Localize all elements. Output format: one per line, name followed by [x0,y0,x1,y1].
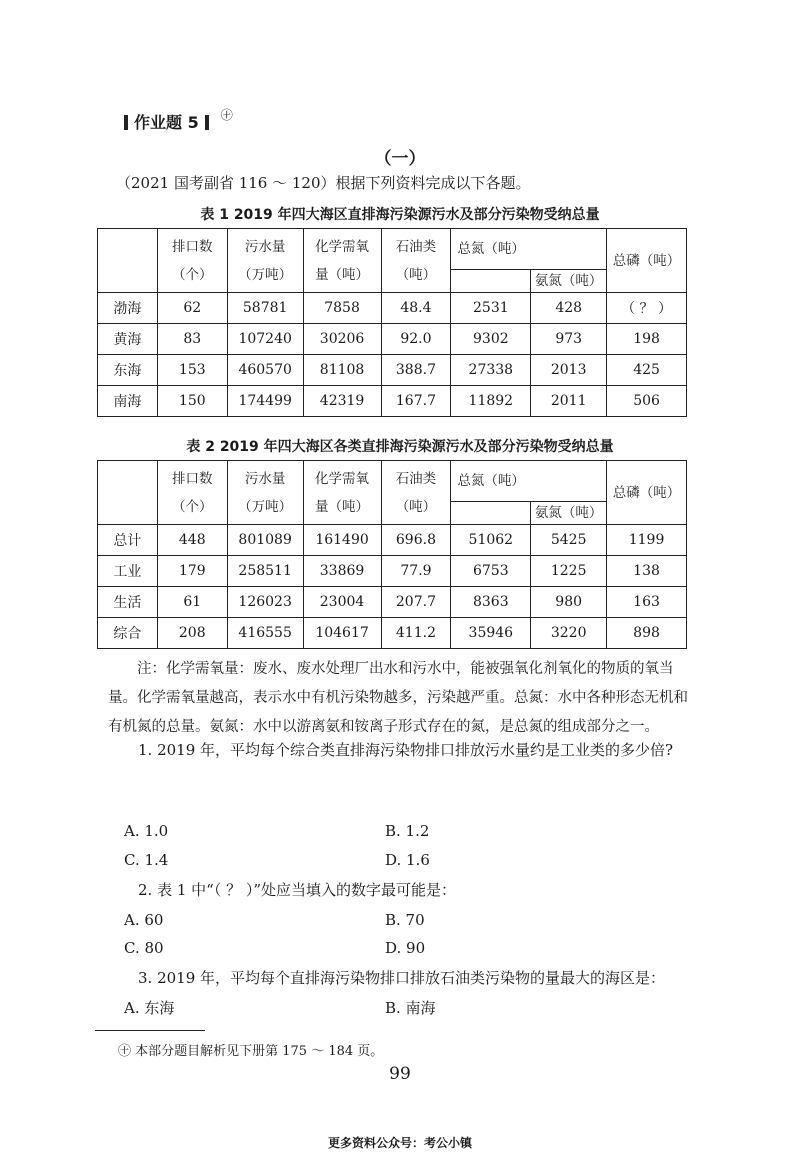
intro-text: （2021 国考副省 116 ～ 120）根据下列资料完成以下各题。 [116,174,531,192]
q2-option-b: B. 70 [385,911,425,929]
table-row [98,525,687,556]
table-row [98,386,687,417]
table-row [98,293,687,324]
table-cell: 416555 [227,618,303,649]
q1-option-d: D. 1.6 [385,851,430,869]
footnote-divider [95,1030,205,1031]
table-cell: 258511 [227,556,303,587]
q1-option-a: A. 1.0 [124,822,169,840]
table-cell: 2013 [531,355,607,386]
table2-col-tn: 总氮（吨） [451,461,607,502]
table-cell: 460570 [227,355,303,386]
table2-col-cod: 化学需氧 量（吨） [303,461,381,525]
table-cell: 126023 [227,587,303,618]
row-label: 工业 [98,556,158,587]
row-label: 综合 [98,618,158,649]
table-cell: 77.9 [381,556,451,587]
table1-col-nh: 氨氮（吨） [531,270,607,293]
table1-corner [98,229,158,293]
row-label: 南海 [98,386,158,417]
row-label: 黄海 [98,324,158,355]
table-cell: 7858 [303,293,381,324]
table2-body [98,525,687,649]
section-heading: （一） [374,149,426,169]
table-cell: 6753 [451,556,531,587]
q2-option-d: D. 90 [385,939,426,957]
table-cell: 179 [157,556,227,587]
table-cell: 150 [157,386,227,417]
footnote-marker-icon: ㊉ [220,108,233,122]
table1-col-cod: 化学需氧 量（吨） [303,229,381,293]
table-cell: 92.0 [381,324,451,355]
table-cell: 167.7 [381,386,451,417]
table-cell: 2531 [451,293,531,324]
q1-option-c: C. 1.4 [124,851,169,869]
table-cell: 23004 [303,587,381,618]
table1-col-tn: 总氮（吨） [451,229,607,270]
table-row [98,355,687,386]
question-1: 1. 2019 年，平均每个综合类直排海污染物排口排放污水量约是工业类的多少倍? [138,741,674,759]
table-cell: 51062 [451,525,531,556]
table-cell: 980 [531,587,607,618]
table-row [98,556,687,587]
table-cell: 428 [531,293,607,324]
table-cell: 163 [607,587,687,618]
table-cell: 973 [531,324,607,355]
table-cell: 83 [157,324,227,355]
homework-title [118,106,233,133]
table1-body [98,293,687,417]
table-cell: 153 [157,355,227,386]
table-cell: 208 [157,618,227,649]
table-cell: 801089 [227,525,303,556]
table2-header [98,461,687,525]
table2-col-oil: 石油类 （吨） [381,461,451,525]
table2-col-outlets: 排口数 （个） [157,461,227,525]
table-cell: 81108 [303,355,381,386]
title-bar-right [205,115,209,130]
table-cell: 388.7 [381,355,451,386]
table-cell: 5425 [531,525,607,556]
table1-caption: 表 1 2019 年四大海区直排海污染源污水及部分污染物受纳总量 [200,207,600,223]
table2-col-tp: 总磷（吨） [607,461,687,525]
table-cell: 425 [607,355,687,386]
table-cell: 2011 [531,386,607,417]
table-cell: 30206 [303,324,381,355]
table-cell: 448 [157,525,227,556]
table2-col-sewage: 污水量 （万吨） [227,461,303,525]
question-2: 2. 表 1 中“（ ？ ）”处应当填入的数字最可能是： [138,881,457,899]
table-row [98,618,687,649]
table-cell: 35946 [451,618,531,649]
homework-title-text: 作业题 5 [134,113,199,132]
table-row [98,587,687,618]
table-cell: 198 [607,324,687,355]
table2-caption: 表 2 2019 年四大海区各类直排海污染源污水及部分污染物受纳总量 [186,439,614,455]
table2-corner [98,461,158,525]
bottom-banner: 更多资料公众号：考公小镇 [327,1136,472,1150]
row-label: 渤海 [98,293,158,324]
table-cell: 161490 [303,525,381,556]
row-label: 总计 [98,525,158,556]
q1-option-b: B. 1.2 [385,822,430,840]
q3-option-a: A. 东海 [124,999,175,1017]
table-cell: 1225 [531,556,607,587]
note-paragraph: 注：化学需氧量：废水、废水处理厂出水和污水中，能被强氧化剂氧化的物质的氧当量。化学需氧量越高，表示水中有机污染物越多，污染越严重。总氮：水中各种形态无机和有机氮的总量。氨氮：水中以游离氨和铵离子形式存在的氮，是总氮的组成部分之一。 [108,661,688,735]
table-cell: 411.2 [381,618,451,649]
table-row [98,324,687,355]
table-cell: 174499 [227,386,303,417]
table-cell: 107240 [227,324,303,355]
table2-col-nh: 氨氮（吨） [531,502,607,525]
q2-option-c: C. 80 [124,939,164,957]
table1-col-oil: 石油类 （吨） [381,229,451,293]
q2-option-a: A. 60 [124,911,164,929]
table-cell: 104617 [303,618,381,649]
table2 [97,460,687,649]
table-cell: 3220 [531,618,607,649]
table-cell: 8363 [451,587,531,618]
table1-col-tp: 总磷（吨） [607,229,687,293]
table-cell: 11892 [451,386,531,417]
footnote: ㊉ 本部分题目解析见下册第 175 ～ 184 页。 [118,1044,384,1059]
table1-tn-spacer [451,270,531,293]
row-label: 生活 [98,587,158,618]
table1-col-sewage: 污水量 （万吨） [227,229,303,293]
table-cell: 27338 [451,355,531,386]
table-cell: 506 [607,386,687,417]
table-cell: 898 [607,618,687,649]
row-label: 东海 [98,355,158,386]
table-cell: 42319 [303,386,381,417]
table-cell: 9302 [451,324,531,355]
table-cell: 62 [157,293,227,324]
table1-header [98,229,687,293]
table-cell: 33869 [303,556,381,587]
table-cell: 207.7 [381,587,451,618]
table-cell: 61 [157,587,227,618]
q3-option-b: B. 南海 [385,999,436,1017]
table1-col-outlets: 排口数 （个） [157,229,227,293]
table-cell: 696.8 [381,525,451,556]
table1 [97,228,687,417]
table-cell: 138 [607,556,687,587]
table-cell: （ ？ ） [607,293,687,324]
page-number: 99 [389,1064,411,1084]
table-cell: 1199 [607,525,687,556]
table-cell: 48.4 [381,293,451,324]
question-3: 3. 2019 年，平均每个直排海污染物排口排放石油类污染物的量最大的海区是： [138,969,666,987]
title-bar-left [124,115,128,130]
table2-tn-spacer [451,502,531,525]
table-cell: 58781 [227,293,303,324]
